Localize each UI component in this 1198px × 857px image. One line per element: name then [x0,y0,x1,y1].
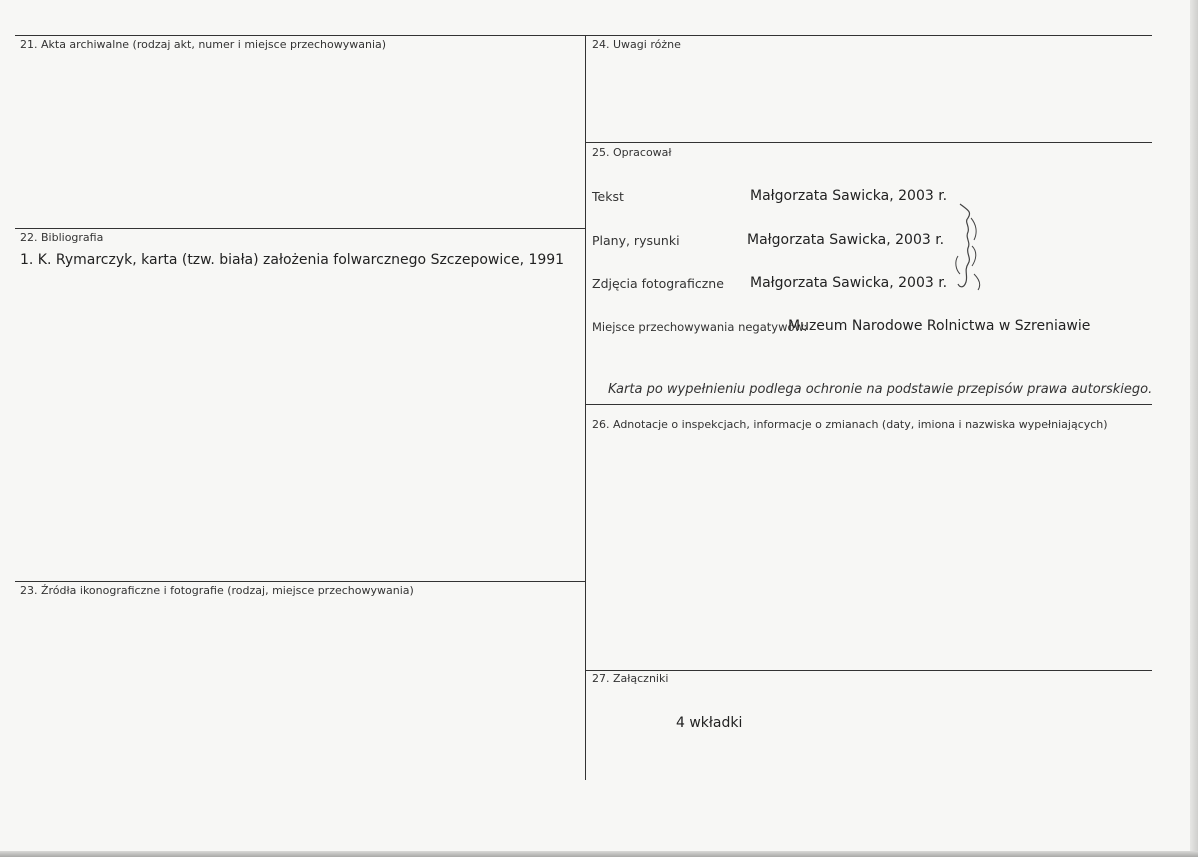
center-divider [585,35,586,780]
divider-21-22 [15,228,585,229]
section-24-label: 24. Uwagi różne [592,38,681,51]
section-26-label: 26. Adnotacje o inspekcjach, informacje o zmianach (daty, imiona i nazwiska wypełniających) [592,418,1108,431]
page-edge-bottom [0,851,1198,857]
section-21-label: 21. Akta archiwalne (rodzaj akt, numer i miejsce przechowywania) [20,38,387,51]
author-row-label-photos: Zdjęcia fotograficzne [592,276,724,291]
author-row-value-photos: Małgorzata Sawicka, 2003 r. [750,275,948,291]
attachments-value: 4 wkładki [676,715,743,731]
section-23-label: 23. Źródła ikonograficzne i fotografie (rodzaj, miejsce przechowywania) [20,584,414,597]
author-row-label-plans: Plany, rysunki [592,233,680,248]
top-border-line [15,35,1152,36]
author-row-value-text: Małgorzata Sawicka, 2003 r. [750,188,948,204]
negatives-storage-value: Muzeum Narodowe Rolnictwa w Szreniawie [788,318,1091,334]
bibliography-entry: 1. K. Rymarczyk, karta (tzw. biała) założenia folwarcznego Szczepowice, 1991 [20,252,565,268]
section-25-label: 25. Opracował [592,146,672,159]
copyright-note: Karta po wypełnieniu podlega ochronie na podstawie przepisów prawa autorskiego. [608,382,1153,397]
divider-22-23 [15,581,585,582]
author-row-label-text: Tekst [592,189,624,204]
negatives-storage-label: Miejsce przechowywania negatywów: [592,320,808,334]
section-22-label: 22. Bibliografia [20,231,104,244]
divider-25-26 [585,404,1152,405]
handwritten-signature [938,196,988,296]
page-edge-right [1190,0,1198,857]
author-row-value-plans: Małgorzata Sawicka, 2003 r. [747,232,945,248]
divider-26-27 [585,670,1152,671]
section-27-label: 27. Załączniki [592,672,669,685]
divider-24-25 [585,142,1152,143]
